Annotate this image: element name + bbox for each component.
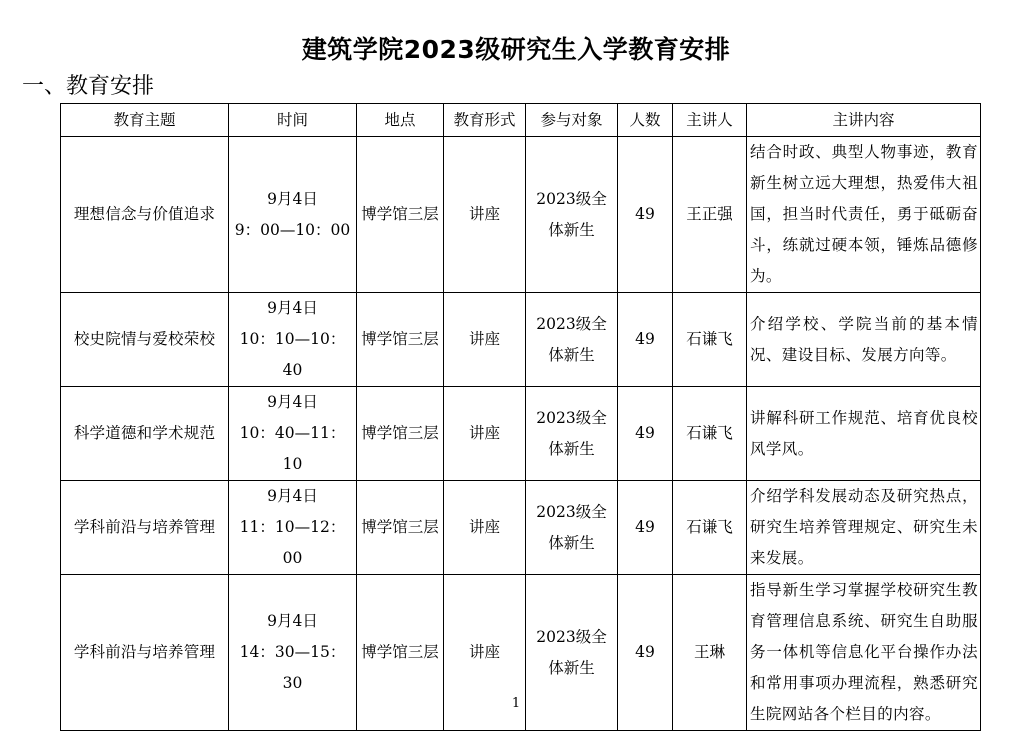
- cell-form: 讲座: [444, 137, 526, 293]
- cell-location: 博学馆三层: [357, 137, 444, 293]
- cell-speaker: 王琳: [673, 575, 747, 731]
- cell-topic: 理想信念与价值追求: [61, 137, 229, 293]
- cell-form: 讲座: [444, 293, 526, 387]
- cell-location: 博学馆三层: [357, 387, 444, 481]
- cell-time: [229, 137, 357, 293]
- cell-form: 讲座: [444, 387, 526, 481]
- cell-location: 博学馆三层: [357, 575, 444, 731]
- schedule-table: [60, 103, 981, 731]
- page-number: 1: [511, 696, 521, 711]
- cell-topic: 科学道德和学术规范: [61, 387, 229, 481]
- cell-audience: 2023级全体新生: [526, 387, 618, 481]
- cell-count: 49: [618, 137, 673, 293]
- cell-time-range: 10：40—11：10: [239, 424, 346, 473]
- cell-count: 49: [618, 575, 673, 731]
- cell-speaker: 石谦飞: [673, 481, 747, 575]
- cell-date: 9月4日: [267, 189, 318, 208]
- cell-topic: 学科前沿与培养管理: [61, 481, 229, 575]
- cell-content: 指导新生学习掌握学校研究生教育管理信息系统、研究生自助服务一体机等信息化平台操作办法和常用事项办理流程，熟悉研究生院网站各个栏目的内容。: [747, 575, 981, 731]
- cell-content: 介绍学校、学院当前的基本情况、建设目标、发展方向等。: [747, 293, 981, 387]
- cell-form: 讲座: [444, 575, 526, 731]
- cell-content: 结合时政、典型人物事迹，教育新生树立远大理想，热爱伟大祖国，担当时代责任，勇于砥砺奋斗，练就过硬本领，锤炼品德修为。: [747, 137, 981, 293]
- cell-audience: 2023级全体新生: [526, 137, 618, 293]
- cell-count: 49: [618, 481, 673, 575]
- header-content: 主讲内容: [747, 104, 981, 137]
- cell-audience: 2023级全体新生: [526, 575, 618, 731]
- cell-speaker: 石谦飞: [673, 293, 747, 387]
- cell-time-range: 10：10—10：40: [239, 330, 346, 379]
- cell-date: 9月4日: [267, 299, 318, 317]
- table-row: [61, 387, 981, 481]
- cell-date: 9月4日: [267, 487, 318, 505]
- cell-time-range: 14：30—15：30: [239, 643, 346, 692]
- header-speaker: 主讲人: [673, 104, 747, 137]
- cell-time-range: 11：10—12：00: [239, 518, 346, 567]
- cell-date: 9月4日: [267, 612, 318, 630]
- cell-speaker: 王正强: [673, 137, 747, 293]
- section-heading: 一、教育安排: [22, 74, 155, 99]
- header-topic: 教育主题: [61, 104, 229, 137]
- table-row: [61, 481, 981, 575]
- cell-date: 9月4日: [267, 393, 318, 411]
- header-form: 教育形式: [444, 104, 526, 137]
- cell-time: [229, 481, 357, 575]
- cell-content: 讲解科研工作规范、培育优良校风学风。: [747, 387, 981, 481]
- cell-location: 博学馆三层: [357, 293, 444, 387]
- cell-count: 49: [618, 293, 673, 387]
- cell-audience: 2023级全体新生: [526, 481, 618, 575]
- cell-time-range: 9：00—10：00: [234, 220, 351, 239]
- table-header-row: [61, 104, 981, 137]
- cell-location: 博学馆三层: [357, 481, 444, 575]
- cell-count: 49: [618, 387, 673, 481]
- cell-speaker: 石谦飞: [673, 387, 747, 481]
- cell-form: 讲座: [444, 481, 526, 575]
- cell-audience: 2023级全体新生: [526, 293, 618, 387]
- header-time: 时间: [229, 104, 357, 137]
- table-row: [61, 137, 981, 293]
- table-row: [61, 293, 981, 387]
- document-title: 建筑学院2023级研究生入学教育安排: [301, 35, 731, 64]
- header-audience: 参与对象: [526, 104, 618, 137]
- header-location: 地点: [357, 104, 444, 137]
- cell-time: [229, 293, 357, 387]
- header-count: 人数: [618, 104, 673, 137]
- cell-topic: 校史院情与爱校荣校: [61, 293, 229, 387]
- cell-content: 介绍学科发展动态及研究热点，研究生培养管理规定、研究生未来发展。: [747, 481, 981, 575]
- cell-topic: 学科前沿与培养管理: [61, 575, 229, 731]
- cell-time: [229, 387, 357, 481]
